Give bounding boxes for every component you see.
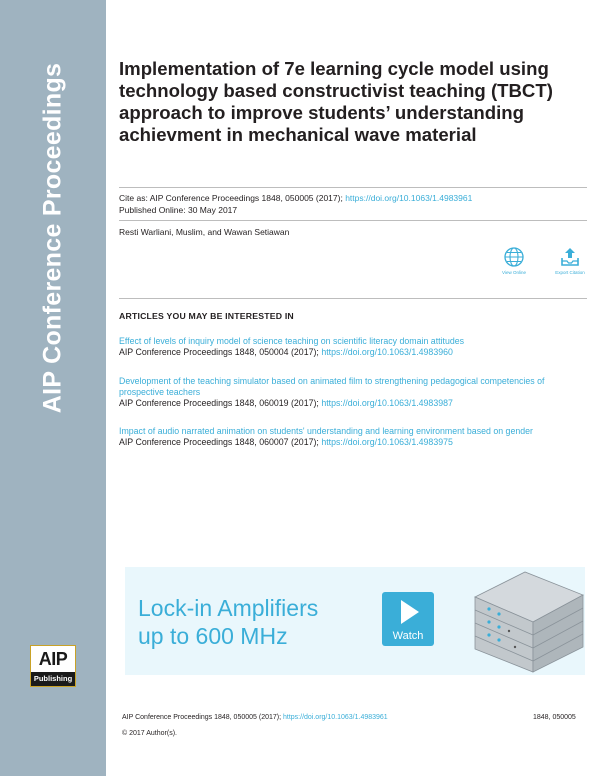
- sidebar: [0, 0, 106, 776]
- related-articles-heading: ARTICLES YOU MAY BE INTERESTED IN: [119, 311, 294, 321]
- logo-text-aip: AIP: [38, 649, 68, 669]
- published-date: Published Online: 30 May 2017: [119, 205, 238, 215]
- globe-icon: [503, 246, 525, 268]
- footer-doi-link[interactable]: https://doi.org/10.1063/1.4983961: [283, 714, 388, 721]
- related-article-citation: AIP Conference Proceedings 1848, 050004 (2017);: [119, 347, 319, 357]
- watch-label: Watch: [392, 630, 424, 642]
- related-article-citation: AIP Conference Proceedings 1848, 060019 (2017);: [119, 398, 319, 408]
- related-article-doi-link[interactable]: https://doi.org/10.1063/1.4983975: [321, 437, 453, 447]
- divider: [119, 220, 587, 221]
- citation-line: [119, 193, 472, 203]
- divider: [119, 298, 587, 299]
- divider: [119, 187, 587, 188]
- related-article-title-link[interactable]: Development of the teaching simulator based on animated film to strengthening pedagogical competencies of prospective teachers: [119, 376, 545, 397]
- export-icon: [559, 246, 581, 268]
- citation-text: Cite as: AIP Conference Proceedings 1848, 050005 (2017);: [119, 193, 343, 203]
- ad-headline-line2: up to 600 MHz: [138, 623, 288, 649]
- watch-button[interactable]: [382, 592, 434, 646]
- play-icon: [401, 600, 419, 624]
- export-citation-label: Export Citation: [555, 270, 585, 275]
- related-article-doi-link[interactable]: https://doi.org/10.1063/1.4983960: [321, 347, 453, 357]
- related-article-title-link[interactable]: Impact of audio narrated animation on students' understanding and learning environment based on gender: [119, 426, 533, 436]
- rack-stack: [475, 572, 583, 672]
- advertisement-banner[interactable]: [125, 567, 585, 675]
- related-article: [119, 426, 589, 448]
- footer-citation-text: AIP Conference Proceedings 1848, 050005 (2017);: [122, 714, 282, 721]
- export-citation-button[interactable]: [550, 246, 590, 286]
- ad-headline: [138, 594, 318, 650]
- related-article-citation: AIP Conference Proceedings 1848, 060007 (2017);: [119, 437, 319, 447]
- footer-copyright: © 2017 Author(s).: [122, 730, 177, 737]
- journal-name: AIP Conference Proceedings: [38, 62, 67, 414]
- article-title: Implementation of 7e learning cycle model using technology based constructivist teaching (TBCT) approach to improve students’ understanding achievment in mechanical wave material: [119, 58, 553, 145]
- logo-text-publishing: Publishing: [31, 672, 75, 686]
- doi-link[interactable]: https://doi.org/10.1063/1.4983961: [345, 193, 473, 203]
- aip-publishing-logo[interactable]: [30, 645, 76, 687]
- footer-citation: [122, 714, 388, 721]
- view-online-button[interactable]: [494, 246, 534, 286]
- ad-headline-line1: Lock-in Amplifiers: [138, 595, 319, 621]
- related-article-doi-link[interactable]: https://doi.org/10.1063/1.4983987: [321, 398, 453, 408]
- related-article: [119, 336, 589, 358]
- footer-page-number: 1848, 050005: [533, 714, 576, 721]
- instrument-racks-image: [465, 567, 585, 675]
- related-article: [119, 376, 589, 409]
- authors: Resti Warliani, Muslim, and Wawan Setiawan: [119, 227, 290, 237]
- view-online-label: View Online: [502, 270, 526, 275]
- related-article-title-link[interactable]: Effect of levels of inquiry model of science teaching on scientific literacy domain attitudes: [119, 336, 465, 346]
